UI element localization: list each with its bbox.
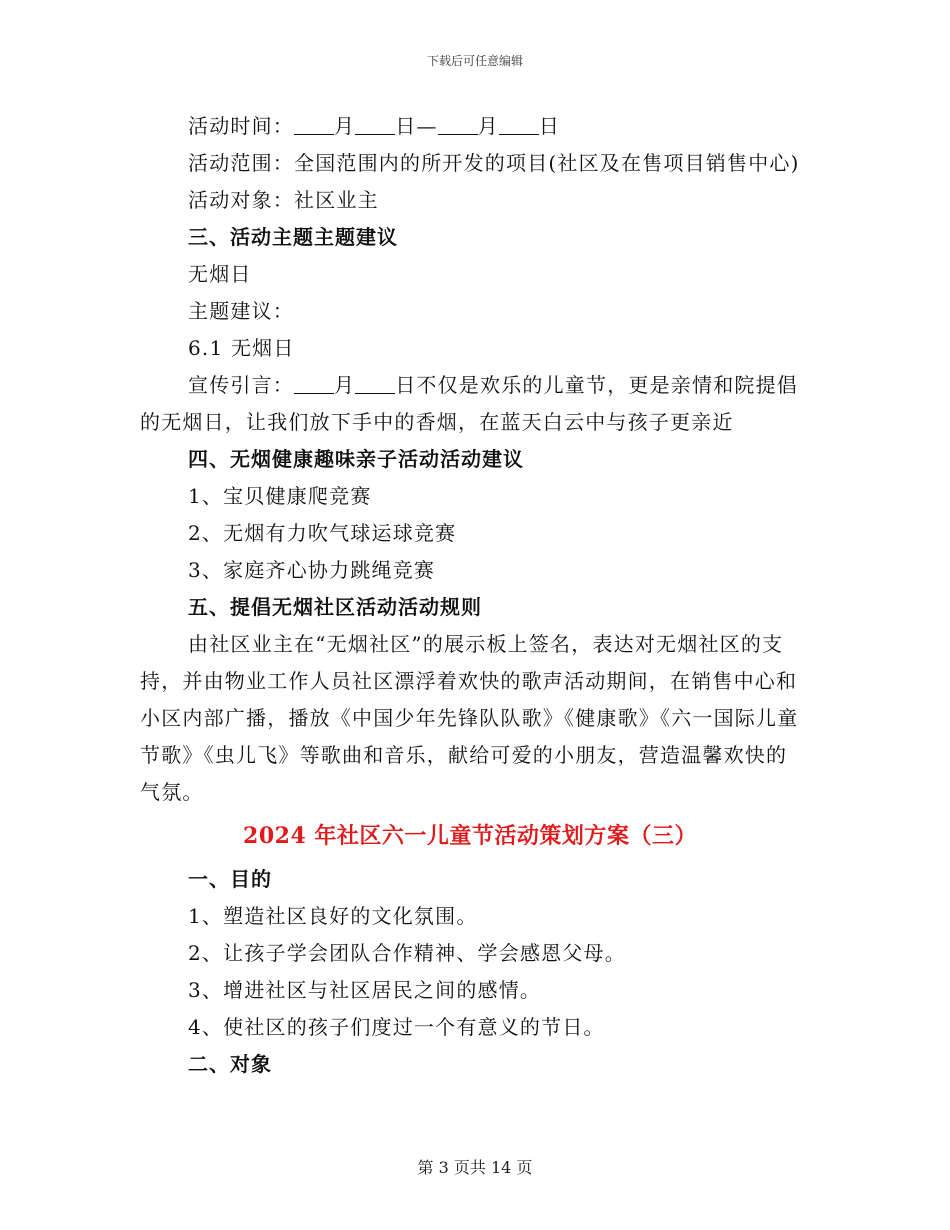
list-item: 1、宝贝健康爬竞赛 <box>188 484 372 508</box>
page-header: 下载后可任意编辑 <box>426 54 523 68</box>
theme-suggest: 主题建议： <box>188 299 294 323</box>
list-item: 4、使社区的孩子们度过一个有意义的节日。 <box>188 1015 605 1039</box>
theme-name: 6.1 无烟日 <box>188 336 295 360</box>
activity-target: 活动对象：社区业主 <box>188 188 379 212</box>
section-heading-object: 二、对象 <box>188 1052 272 1076</box>
time-label: 活动时间： <box>188 114 294 138</box>
slogan-label: 宣传引言： <box>188 373 294 397</box>
blank-field <box>294 371 334 394</box>
list-item: 2、让孩子学会团队合作精神、学会感恩父母。 <box>188 941 626 965</box>
blank-field <box>438 112 478 135</box>
section-heading-purpose: 一、目的 <box>188 867 272 891</box>
section-heading-4: 四、无烟健康趣味亲子活动活动建议 <box>188 447 524 471</box>
list-item: 3、增进社区与社区居民之间的感情。 <box>188 978 542 1002</box>
slogan-part: 日不仅是欢乐的儿童节，更是亲情和院提倡的无烟日，让我们放下手中的香烟，在蓝天白云中与孩子更亲近 <box>140 373 799 434</box>
time-part: 月 <box>334 114 356 138</box>
list-item: 2、无烟有力吹气球运球竞赛 <box>188 521 457 545</box>
slogan-part: 月 <box>334 373 356 397</box>
list-item: 1、塑造社区良好的文化氛围。 <box>188 904 478 928</box>
blank-field <box>355 112 395 135</box>
rules-paragraph: 由社区业主在“无烟社区”的展示板上签名，表达对无烟社区的支持，并由物业工作人员社区漂浮着欢快的歌声活动期间，在销售中心和小区内部广播，播放《中国少年先锋队队歌》《健康歌》《六一国际儿童节歌》《虫儿飞》等歌曲和音乐，献给可爱的小朋友，营造温馨欢快的气氛。 <box>140 632 799 804</box>
document-body <box>140 108 800 1083</box>
theme-day: 无烟日 <box>188 262 252 286</box>
time-part: 日— <box>395 114 438 138</box>
page-footer: 第 3 页共 14 页 <box>417 1158 533 1177</box>
activity-time <box>140 108 800 145</box>
blank-field <box>499 112 539 135</box>
activity-scope: 活动范围：全国范围内的所开发的项目(社区及在售项目销售中心) <box>188 151 800 175</box>
slogan <box>140 367 800 441</box>
blank-field <box>294 112 334 135</box>
plan-title: 2024 年社区六一儿童节活动策划方案（三） <box>243 823 697 849</box>
time-part: 月 <box>477 114 499 138</box>
list-item: 3、家庭齐心协力跳绳竞赛 <box>188 558 436 582</box>
time-part: 日 <box>538 114 561 138</box>
section-heading-5: 五、提倡无烟社区活动活动规则 <box>188 595 482 619</box>
section-heading-3: 三、活动主题主题建议 <box>188 225 398 249</box>
blank-field <box>355 371 395 394</box>
